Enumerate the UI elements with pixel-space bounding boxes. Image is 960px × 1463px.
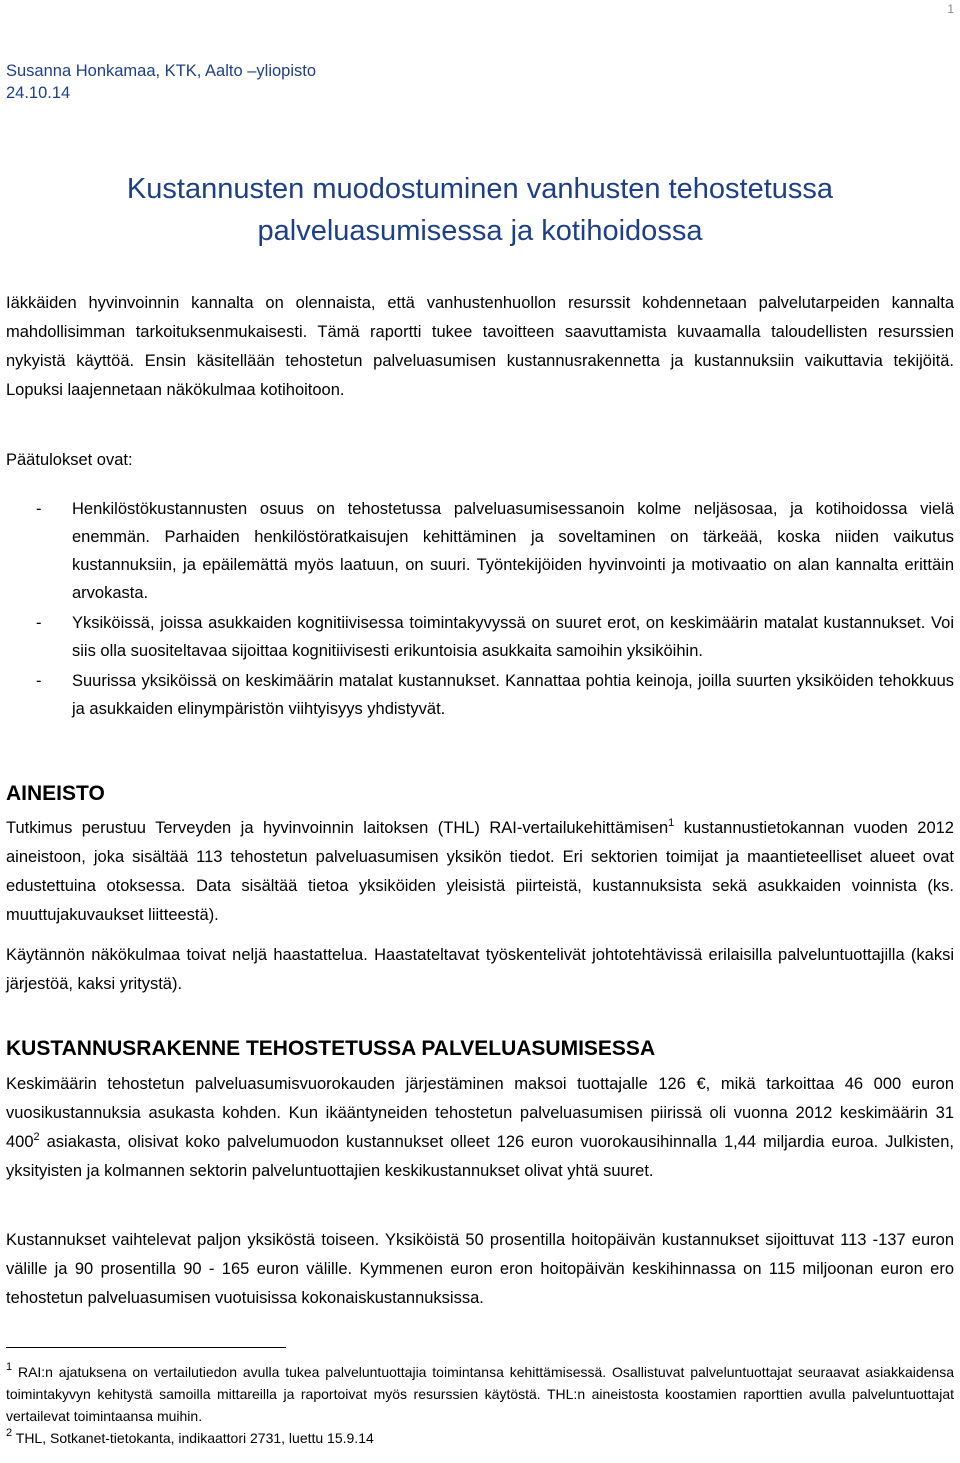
document-date: 24.10.14 xyxy=(6,84,71,102)
bullet-dash: - xyxy=(36,672,42,690)
kustannusrakenne-text-b: asiakasta, olisivat koko palvelumuodon kustannukset olleet 126 euron vuorokausihinnalla 1,44 miljardia euroa. Julkisten, yksityisten ja kolmannen sektorin palveluntuottajien keskikustannukset olivat yhtä suuret. xyxy=(6,1133,954,1180)
intro-paragraph: Iäkkäiden hyvinvoinnin kannalta on olennaista, että vanhustenhuollon resurssit kohdennetaan palvelutarpeiden kannalta mahdollisimman tarkoituksenmukaisesti. Tämä raportti tukee tavoitteen saavuttamista kuvaamalla taloudellisten resurssien nykyistä käyttöä. Ensin käsitellään tehostetun palveluasumisen kustannusrakennetta ja kustannuksiin vaikuttavia tekijöitä. Lopuksi laajennetaan näkökulmaa kotihoitoon. xyxy=(6,294,954,399)
list-item-text: Yksiköissä, joissa asukkaiden kognitiivisessa toimintakyvyssä on suuret erot, on keskimäärin matalat kustannukset. Voi siis olla suositeltavaa sijoittaa kognitiivisesti erikuntoisia asukkaita samoihin yksiköihin. xyxy=(72,614,954,660)
footnote-text: RAI:n ajatuksena on vertailutiedon avulla tukea palveluntuottajia toimintansa kehittämisessä. Osallistuvat palveluntuottajat seuraavat asiakkaidensa toimintakyvyn kehitystä samoilla mittareilla ja raportoivat myös resurssien käytöstä. THL:n aineistosta koostamien raporttien avulla palveluntuottajat vertailevat toimintaansa muihin. xyxy=(6,1364,955,1424)
list-item xyxy=(6,609,954,665)
kustannusrakenne-paragraph-1 xyxy=(6,1070,954,1186)
section-heading-kustannusrakenne: KUSTANNUSRAKENNE TEHOSTETUSSA PALVELUASUMISESSA xyxy=(6,1037,656,1060)
kustannusrakenne-text-a: Keskimäärin tehostetun palveluasumisvuorokauden järjestäminen maksoi tuottajalle 126 €, mikä tarkoittaa 46 000 euron vuosikustannuksia asukasta kohden. Kun ikääntyneiden tehostetun palveluasumisen piirissä oli vuonna 2012 keskimäärin 31 400 xyxy=(6,1075,954,1151)
footnote-separator xyxy=(6,1347,286,1348)
kustannusrakenne-paragraph-2: Kustannukset vaihtelevat paljon yksiköstä toiseen. Yksiköistä 50 prosentilla hoitopäivän kustannukset sijoittuvat 113 -137 euron välille ja 90 prosentilla 90 - 165 euron välille. Kymmenen euron eron hoitopäivän keskihinnassa on 115 miljoonan euron ero tehostetun palveluasumisen vuotuisissa kokonaiskustannuksissa. xyxy=(6,1231,954,1307)
title-line-2: palveluasumisessa ja kotihoidossa xyxy=(257,215,703,247)
list-item-text: Henkilöstökustannusten osuus on tehostetussa palveluasumisessanoin kolme neljäsosaa, ja kotihoidossa vielä enemmän. Parhaiden henkilöstöratkaisujen kehittäminen ja soveltaminen on tärkeää, koska niiden vaikutus kustannuksiin, ja epäilemättä myös laatuun, on suuri. Työntekijöiden hyvinvointi ja motivaatio on alan kannalta erittäin arvokasta. xyxy=(72,500,954,602)
footnote-1 xyxy=(6,1361,954,1427)
conclusions-label: Päätulokset ovat: xyxy=(6,451,133,469)
footnote-ref-1: 1 xyxy=(668,817,675,829)
footnote-2 xyxy=(6,1427,954,1449)
document-title xyxy=(0,168,960,252)
aineisto-paragraph-1 xyxy=(6,814,954,930)
section-heading-aineisto: AINEISTO xyxy=(6,782,105,805)
footnotes xyxy=(6,1361,954,1449)
aineisto-paragraph-2: Käytännön näkökulmaa toivat neljä haastattelua. Haastateltavat työskentelivät johtotehtävissä erilaisilla palveluntuottajilla (kaksi järjestöä, kaksi yritystä). xyxy=(6,946,954,993)
footnote-text: THL, Sotkanet-tietokanta, indikaattori 2731, luettu 15.9.14 xyxy=(15,1430,374,1446)
title-line-1: Kustannusten muodostuminen vanhusten tehostetussa xyxy=(126,173,834,205)
aineisto-text-b: kustannustietokannan vuoden 2012 aineistoon, joka sisältää 113 tehostetun palveluasumisen yksikön tiedot. Eri sektorien toimijat ja maantieteelliset alueet ovat edustettuina otoksessa. Data sisältää tietoa yksiköiden yleisistä piirteistä, kustannuksista sekä asukkaiden voinnista (ks. muuttujakuvaukset liitteestä). xyxy=(6,819,954,924)
list-item xyxy=(6,667,954,723)
bullet-dash: - xyxy=(36,500,42,518)
aineisto-text-a: Tutkimus perustuu Terveyden ja hyvinvoinnin laitoksen (THL) RAI-vertailukehittämisen xyxy=(6,819,669,837)
list-item xyxy=(6,495,954,607)
page-number: 1 xyxy=(947,2,954,16)
footnote-ref-2: 2 xyxy=(33,1131,40,1143)
document-header xyxy=(6,60,316,104)
author-line: Susanna Honkamaa, KTK, Aalto –yliopisto xyxy=(6,62,317,80)
footnote-mark: 2 xyxy=(6,1427,13,1439)
conclusions-list xyxy=(6,495,954,725)
list-item-text: Suurissa yksiköissä on keskimäärin matalat kustannukset. Kannattaa pohtia keinoja, joilla suurten yksiköiden tehokkuus ja asukkaiden elinympäristön viihtyisyys yhdistyvät. xyxy=(72,672,954,718)
bullet-dash: - xyxy=(36,614,42,632)
footnote-mark: 1 xyxy=(6,1361,13,1373)
